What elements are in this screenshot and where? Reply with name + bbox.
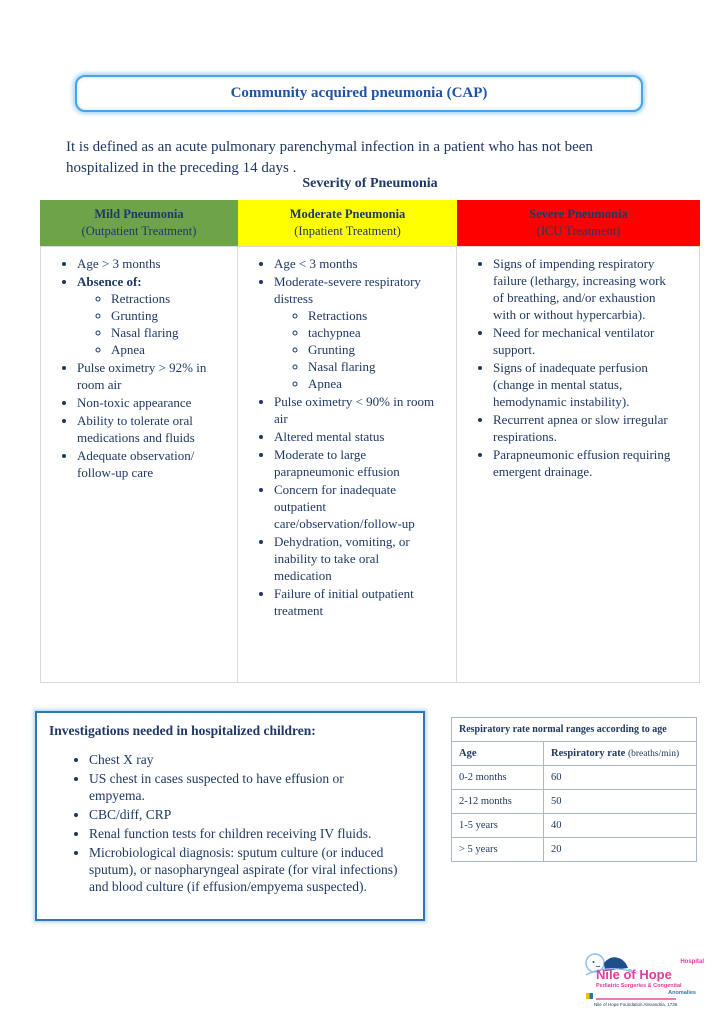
bullet-item [77,273,231,358]
bullet-item [493,324,693,358]
respiratory-table-title: Respiratory rate normal ranges according to age [452,718,697,742]
bullet-text: Signs of impending respiratory failure (lethargy, increasing work of breathing, and/or exhaustion with or without hypercarbia). [493,256,666,322]
document-title-box [75,75,643,112]
bullet-text: Dehydration, vomiting, or inability to take oral medication [274,534,410,583]
column-subtitle: (Inpatient Treatment) [294,224,401,238]
investigation-item: • Renal function tests for children receiving IV fluids. [89,825,411,842]
severity-header-severe [457,200,700,246]
investigation-item: • Microbiological diagnosis: sputum culture (or induced sputum), or nasopharyngeal aspirate (for viral infections) and blood culture (if effusion/empyema suspected). [89,844,411,895]
sub-bullet-list [274,307,436,392]
bullet-item [274,255,450,272]
severity-table [40,200,700,683]
bullet-item [493,255,693,323]
column-subtitle: (Outpatient Treatment) [81,224,197,238]
bullet-text: Parapneumonic effusion requiring emergent drainage. [493,447,671,479]
document-title: Community acquired pneumonia (CAP) [230,85,488,101]
investigations-title: Investigations needed in hospitalized children: [49,723,316,738]
bullet-text: Age > 3 months [77,256,161,271]
bullet-item [77,447,231,481]
bullet-text: Absence of: [77,274,142,289]
sub-bullet-item: ◦ Apnea [111,341,217,358]
bullet-item [77,255,231,272]
investigation-item: • CBC/diff, CRP [89,806,411,823]
severity-cell-severe [457,246,700,683]
sub-bullet-list [77,290,217,358]
sub-bullet-item: ◦ Nasal flaring [308,358,436,375]
severity-cell-mild [40,246,238,683]
table-row [452,838,697,862]
sub-bullet-item: ◦ Retractions [111,290,217,307]
severity-heading: Severity of Pneumonia [302,176,438,191]
bullet-item [77,412,231,446]
sub-bullet-item: ◦ Apnea [308,375,436,392]
table-header-row [452,742,697,766]
age-cell: 0-2 months [452,766,544,790]
bullet-text: Pulse oximetry < 90% in room air [274,394,435,426]
logo-divider-line [596,998,676,1000]
bullet-item [493,411,693,445]
bullet-text: Moderate-severe respiratory distress [274,274,421,306]
table-row [452,814,697,838]
sub-bullet-item: ◦ Grunting [308,341,436,358]
definition-paragraph: It is defined as an acute pulmonary parenchymal infection in a patient who has not been hospitalized in the preceding 14 days . [66,139,593,177]
bullet-text: Adequate observation/ follow-up care [77,448,195,480]
sub-bullet-item: ◦ Retractions [308,307,436,324]
investigations-list [49,751,411,895]
bullet-text: Failure of initial outpatient treatment [274,586,414,618]
bullet-item [493,446,693,480]
severity-moderate-group-2 [244,393,450,619]
bullet-text: Need for mechanical ventilator support. [493,325,655,357]
table-title-row [452,718,697,742]
bullet-item [274,585,450,619]
bullet-item [274,481,450,532]
rate-cell: 40 [544,814,697,838]
severity-moderate-group-1 [244,255,450,392]
table-row [452,790,697,814]
bullet-item [77,394,231,411]
column-title: Mild Pneumonia [94,207,184,222]
bullet-text: Age < 3 months [274,256,358,271]
bullet-item [274,446,450,480]
bullet-text: Signs of inadequate perfusion (change in mental status, hemodynamic instability). [493,360,648,409]
bullet-text: Concern for inadequate outpatient care/observation/follow-up [274,482,415,531]
investigation-item: • US chest in cases suspected to have effusion or empyema. [89,770,411,804]
rate-header-label: Respiratory rate [551,748,626,759]
bullet-item [274,393,450,427]
severity-mild-group-1 [47,255,231,358]
sub-bullet-item: ◦ Grunting [111,307,217,324]
age-column-header: Age [452,742,544,766]
bullet-text: Recurrent apnea or slow irregular respirations. [493,412,668,444]
logo-subtitle: Pediatric Surgeries & Congenital [596,983,682,989]
bullet-item [77,359,231,393]
bullet-text: Non-toxic appearance [77,395,192,410]
bullet-text: Ability to tolerate oral medications and fluids [77,413,195,445]
severity-header-mild [40,200,238,246]
age-cell: 2-12 months [452,790,544,814]
bullet-text: Pulse oximetry > 92% in room air [77,360,207,392]
severity-cell-moderate [238,246,457,683]
table-row [452,766,697,790]
sub-bullet-item: ◦ tachypnea [308,324,436,341]
respiratory-rate-table [451,717,697,862]
column-title: Moderate Pneumonia [289,207,406,222]
rate-column-header [544,742,697,766]
bullet-item [274,428,450,445]
hospital-logo [584,949,708,1013]
severity-mild-group-2 [47,359,231,481]
bullet-text: Altered mental status [274,429,385,444]
logo-accent-mark [586,993,593,999]
logo-subtitle-2: Anomalies [668,990,696,996]
age-cell: > 5 years [452,838,544,862]
column-subtitle: (ICU Treatment) [536,224,621,238]
column-title: Severe Pneumonia [529,207,628,222]
rate-cell: 50 [544,790,697,814]
bullet-item [493,359,693,410]
rate-header-unit: (breaths/min) [627,749,680,759]
logo-tagline: Nile of Hope Foundation Alexandria, 1736 [594,1002,678,1007]
rate-cell: 20 [544,838,697,862]
bullet-text: Moderate to large parapneumonic effusion [274,447,400,479]
bullet-item [274,273,450,392]
logo-name: Nile of Hope [596,967,672,982]
investigations-box [35,711,425,921]
age-cell: 1-5 years [452,814,544,838]
severity-severe-group-1 [463,255,693,480]
rate-cell: 60 [544,766,697,790]
bullet-item [274,533,450,584]
severity-header-moderate [238,200,457,246]
logo-hospital-label: Hospital [680,959,704,965]
investigation-item: • Chest X ray [89,751,411,768]
sub-bullet-item: ◦ Nasal flaring [111,324,217,341]
